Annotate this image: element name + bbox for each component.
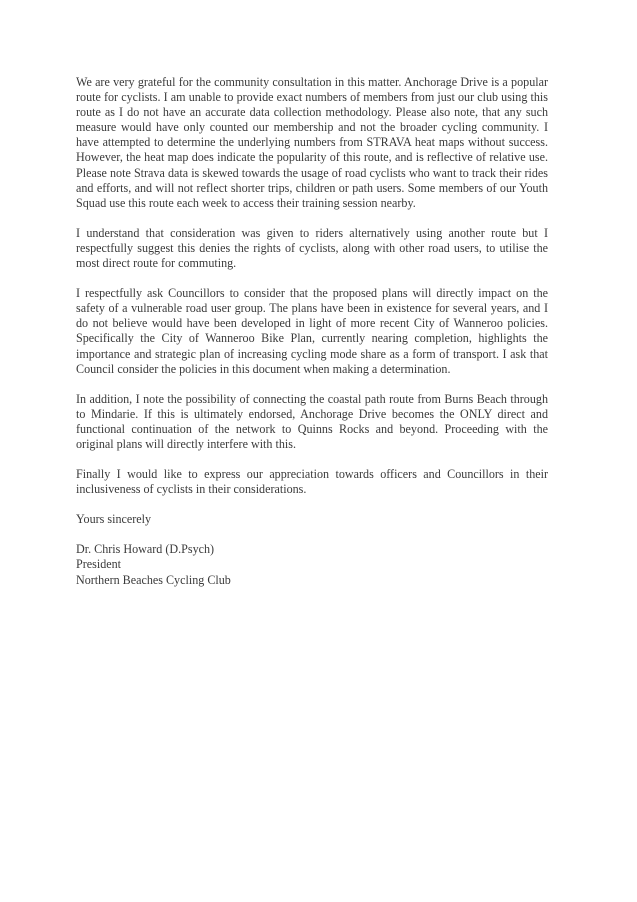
signature-block xyxy=(76,542,548,587)
signatory-organization: Northern Beaches Cycling Club xyxy=(76,572,231,587)
signatory-title: President xyxy=(76,557,122,572)
paragraph-community-consultation: We are very grateful for the community consultation in this matter. Anchorage Drive is a popular route for cyclists. I am unable to provide exact numbers of members from just our club using this route as I do not have an accurate data collection methodology. Please also note, that any such measure would have only counted our membership and not the broader cycling community. I have attempted to determine the underlying numbers from STRAVA heat maps without success. However, the heat map does indicate the popularity of this route, and is reflective of relative use. Please note Strava data is skewed towards the usage of road cyclists who want to track their rides and efforts, and will not reflect shorter trips, children or path users. Some members of our Youth Squad use this route each week to access their training session nearby. xyxy=(76,75,548,210)
signatory-name: Dr. Chris Howard (D.Psych) xyxy=(76,542,215,557)
paragraph-coastal-path: In addition, I note the possibility of connecting the coastal path route from Burns Beach through to Mindarie. If this is ultimately endorsed, Anchorage Drive becomes the ONLY direct and functional continuation of the network to Quinns Rocks and beyond. Proceeding with the original plans will directly interfere with this. xyxy=(76,391,548,451)
paragraph-safety-policies: I respectfully ask Councillors to consider that the proposed plans will directly impact on the safety of a vulnerable road user group. The plans have been in existence for several years, and I do not believe would have been developed in light of more recent City of Wanneroo policies. Specifically the City of Wanneroo Bike Plan, currently nearing completion, highlights the importance and strategic plan of increasing cycling mode share as a form of transport. I ask that Council consider the policies in this document when making a determination. xyxy=(76,286,548,376)
paragraph-alternative-route: I understand that consideration was given to riders alternatively using another route but I respectfully suggest this denies the rights of cyclists, along with other road users, to utilise the most direct route for commuting. xyxy=(76,225,548,271)
letter-body xyxy=(76,75,548,588)
paragraph-appreciation: Finally I would like to express our appreciation towards officers and Councillors in their inclusiveness of cyclists in their considerations. xyxy=(76,467,548,497)
closing-salutation: Yours sincerely xyxy=(76,512,152,527)
